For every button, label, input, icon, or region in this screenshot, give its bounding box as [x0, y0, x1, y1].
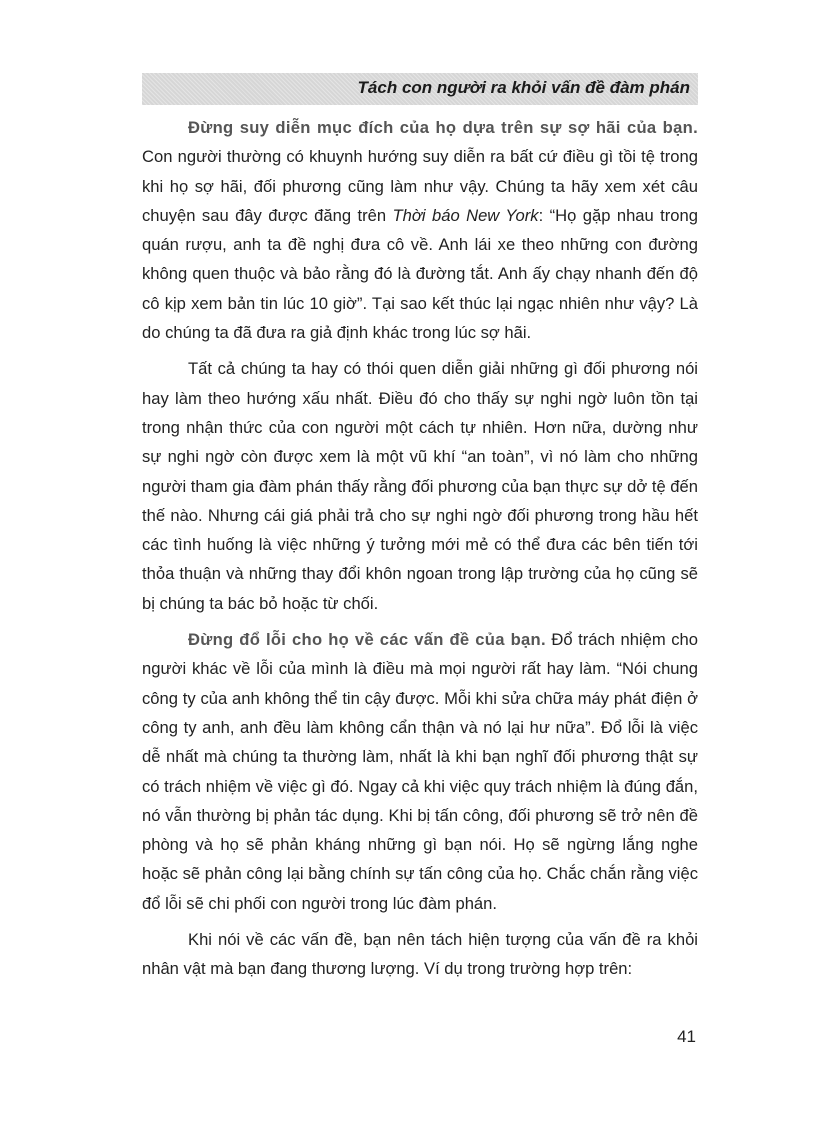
header-title: Tách con người ra khỏi vấn đề đàm phán: [357, 78, 690, 97]
paragraph: [142, 625, 698, 918]
paragraph-text: : “Họ gặp nhau trong quán rượu, anh ta đề nghị đưa cô về. Anh lái xe theo những con đường không quen thuộc và bảo rằng đó là đường tắt. Anh ấy chạy nhanh đến độ cô kịp xem bản tin lúc 10 giờ”. Tại sao kết thúc lại ngạc nhiên như vậy? Là do chúng ta đã đưa ra giả định khác trong lúc sợ hãi.: [142, 205, 698, 343]
page-number: 41: [677, 1027, 696, 1046]
paragraph-lead: Đừng đổ lỗi cho họ về các vấn đề của bạn.: [188, 630, 546, 650]
running-header: [142, 73, 698, 105]
paragraph: [142, 925, 698, 984]
paragraph-text: Con người thường có khuynh hướng suy diễn ra bất cứ điều gì tồi tệ trong khi họ sợ hãi, đối phương cũng làm như vậy. Chúng ta hãy xem xét câu chuyện sau đây được đăng trên: [142, 147, 698, 225]
paragraph-text: Đổ trách nhiệm cho người khác về lỗi của mình là điều mà mọi người rất hay làm. “Nói chung công ty của anh không thể tin cậy được. Mỗi khi sửa chữa máy phát điện ở công ty anh, anh đều làm không cẩn thận và nó lại hư nữa”. Đổ lỗi là việc dễ nhất mà chúng ta thường làm, nhất là khi bạn nghĩ đối phương thật sự có trách nhiệm về việc gì đó. Ngay cả khi việc quy trách nhiệm là đúng đắn, nó vẫn thường bị phản tác dụng. Khi bị tấn công, đối phương sẽ trở nên đề phòng và họ sẽ phản kháng những gì bạn nói. Họ sẽ ngừng lắng nghe hoặc sẽ phản công lại bằng chính sự tấn công của họ. Chắc chắn rằng việc đổ lỗi sẽ chi phối con người trong lúc đàm phán.: [142, 630, 698, 913]
publication-title: Thời báo New York: [392, 205, 539, 225]
paragraph-text: Khi nói về các vấn đề, bạn nên tách hiện tượng của vấn đề ra khỏi nhân vật mà bạn đang thương lượng. Ví dụ trong trường hợp trên:: [142, 930, 698, 979]
paragraph: [142, 113, 698, 347]
paragraph-text: Tất cả chúng ta hay có thói quen diễn giải những gì đối phương nói hay làm theo hướng xấu nhất. Điều đó cho thấy sự nghi ngờ luôn tồn tại trong nhận thức của con người một cách tự nhiên. Hơn nữa, dường như sự nghi ngờ còn được xem là một vũ khí “an toàn”, vì nó làm cho những người tham gia đàm phán thấy rằng đối phương của bạn thực sự dở tệ đến thế nào. Nhưng cái giá phải trả cho sự nghi ngờ đối phương trong hầu hết các tình huống là việc những ý tưởng mới mẻ có thể đưa các bên tiến tới thỏa thuận và những thay đổi khôn ngoan trong lập trường của họ cũng sẽ bị chúng ta bác bỏ hoặc từ chối.: [142, 359, 698, 613]
paragraph-lead: Đừng suy diễn mục đích của họ dựa trên sự sợ hãi của bạn.: [188, 118, 698, 137]
page-body: [142, 113, 698, 991]
paragraph: [142, 354, 698, 618]
